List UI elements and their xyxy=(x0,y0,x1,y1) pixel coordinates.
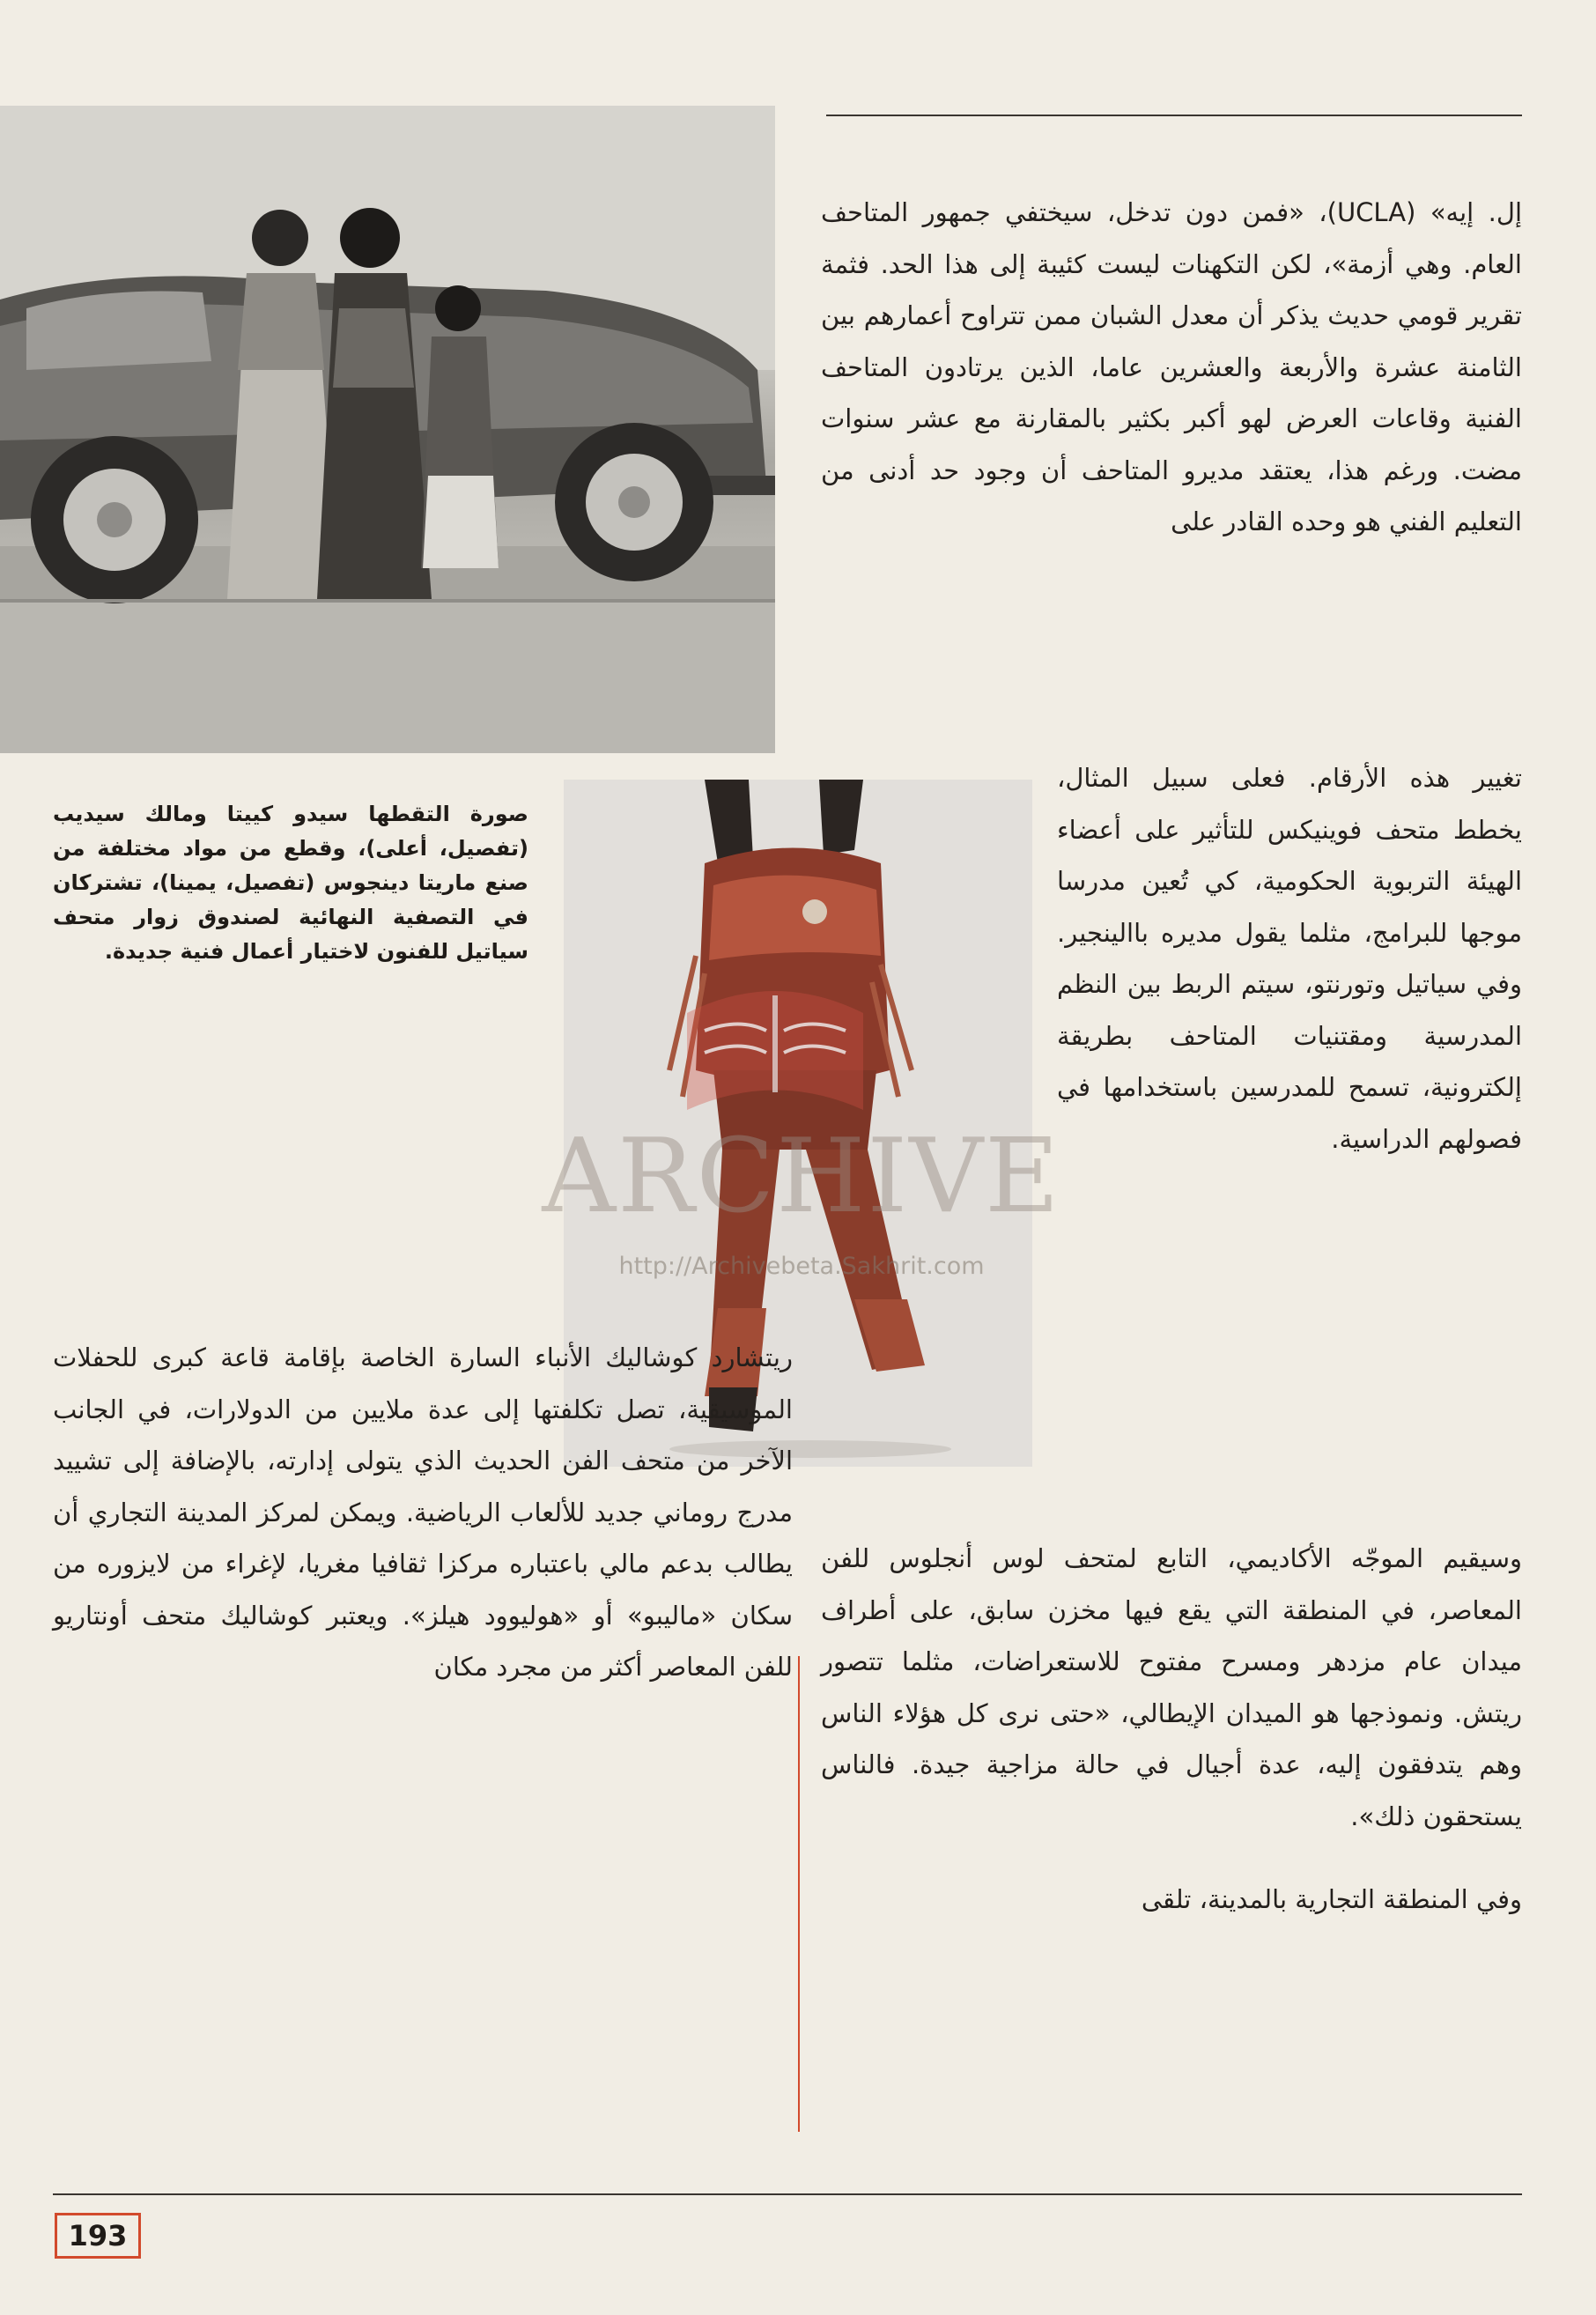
photo-women-with-car xyxy=(0,106,775,753)
article-paragraph-academic-center: وسيقيم الموجّه الأكاديمي، التابع لمتحف لوس أنجلوس للفن المعاصر، في المنطقة التي يقع فيها مخزن سابق، على أطراف ميدان عام مزدهر ومسرح مفتوح للاستعراضات، مثلما تتصور ريتش. ونموذجها هو الميدان الإيطالي، «حتى نرى كل هؤلاء الناس وهم يتدفقون إليه، عدة أجيال في حالة مزاجية جيدة. فالناس يستحقون ذلك». xyxy=(821,1543,1522,1831)
column-divider xyxy=(798,1656,800,2132)
photo-caption: صورة التقطها سيدو كييتا ومالك سيديب (تفصيل، أعلى)، وقطع من مواد مختلفة من صنع ماريتا دينجوس (تفصيل، يمينا)، تشتركان في التصفية النهائية لصندوق زوار متحف سياتيل للفنون لاختيار أعمال فنية جديدة. xyxy=(53,802,528,964)
article-text-right-middle: تغيير هذه الأرقام. فعلى سبيل المثال، يخطط متحف فوينيكس للتأثير على أعضاء الهيئة التربوية الحكومية، كي تُعين مدرسا موجها للبرامج، مثلما يقول مديره باالينجير. وفي سياتيل وتورنتو، سيتم الربط بين النظم المدرسية ومقتنيات المتاحف بطريقة إلكترونية، تسمح للمدرسين باستخدامها في فصولهم الدراسية. xyxy=(1057,763,1522,1154)
page-number: 193 xyxy=(55,2213,141,2259)
bottom-rule xyxy=(53,2193,1522,2195)
watermark-title: ARCHIVE xyxy=(542,1117,1061,1236)
archive-book-logo-icon xyxy=(669,960,881,1119)
watermark-url: http://Archivebeta.Sakhrit.com xyxy=(618,1253,985,1280)
article-text-right-lower xyxy=(821,1533,1522,1926)
top-rule xyxy=(826,115,1522,116)
photo-women-with-car-illustration xyxy=(0,106,775,753)
article-text-right-upper: إل. إيه» (UCLA)، «فمن دون تدخل، سيختفي جمهور المتاحف العام. وهي أزمة»، لكن التكهنات ليست كئيبة إلى هذا الحد. فثمة تقرير قومي حديث يذكر أن معدل الشبان ممن تتراوح أعمارهم بين الثامنة عشرة والأربعة والعشرين عاما، الذين يرتادون المتاحف الفنية وقاعات العرض لهو أكبر بكثير بالمقارنة مع عشر سنوات مضت. ورغم هذا، يعتقد مديرو المتاحف أن وجود حد أدنى من التعليم الفني هو وحده القادر على xyxy=(821,197,1522,536)
article-text-left-lower: ريتشارد كوشاليك الأنباء السارة الخاصة بإقامة قاعة كبرى للحفلات الموسيقية، تصل تكلفتها إلى عدة ملايين من الدولارات، في الجانب الآخر من متحف الفن الحديث الذي يتولى إدارته، بالإضافة إلى تشييد مدرج روماني جديد للألعاب الرياضية. ويمكن لمركز المدينة التجاري أن يطالب بدعم مالي باعتباره مركزا ثقافيا مغريا، لإغراء من لايزوره من سكان «ماليبو» أو «هوليوود هيلز». ويعتبر كوشاليك متحف أونتاريو للفن المعاصر أكثر من مجرد مكان xyxy=(53,1342,793,1682)
article-paragraph-downtown: وفي المنطقة التجارية بالمدينة، تلقى xyxy=(1141,1884,1522,1914)
